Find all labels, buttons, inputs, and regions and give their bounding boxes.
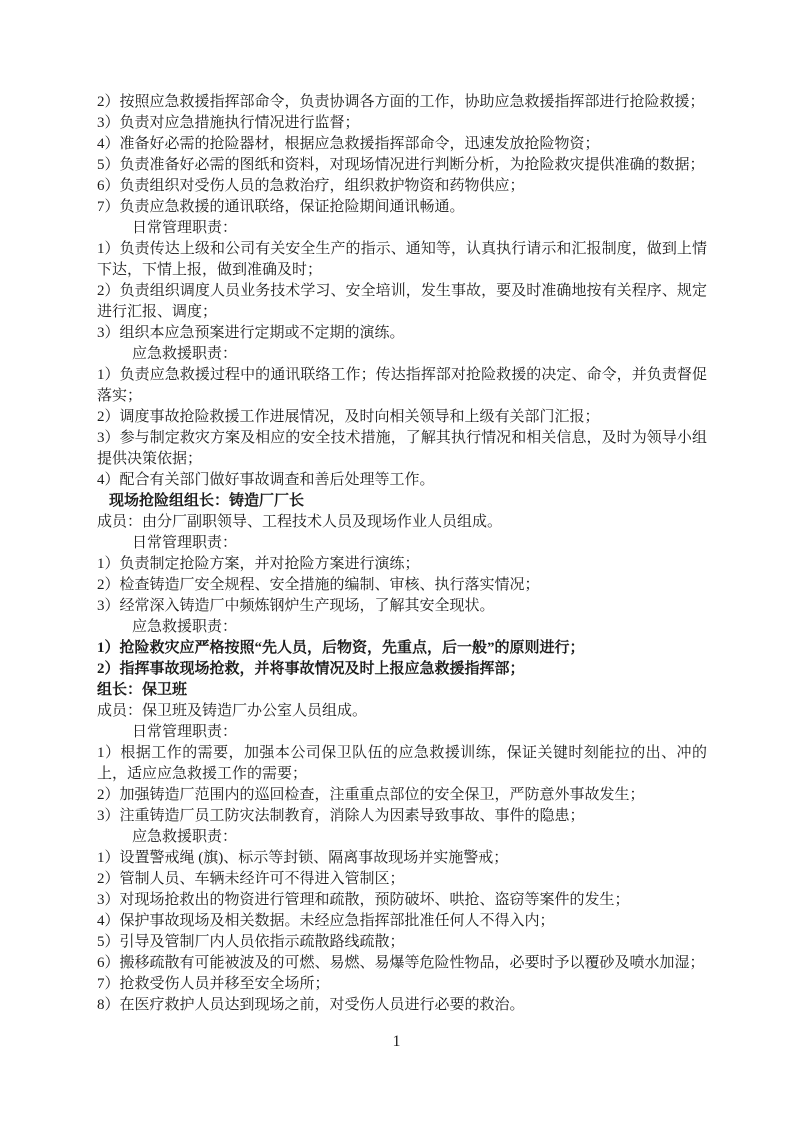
paragraph: 5）引导及管制厂内人员依指示疏散路线疏散； — [97, 934, 405, 950]
paragraph: 3）负责对应急措施执行情况进行监督； — [97, 115, 360, 131]
paragraph: 1）抢险救灾应严格按照“先人员，后物资，先重点，后一般”的原则进行； — [97, 640, 585, 656]
paragraph: 组长：保卫班 — [97, 682, 188, 698]
paragraph: 1）设置警戒绳 (旗)、标示等封锁、隔离事故现场并实施警戒； — [97, 850, 509, 866]
paragraph: 1）负责制定抢险方案，并对抢险方案进行演练； — [97, 556, 420, 572]
paragraph: 现场抢险组组长：铸造厂厂长 — [109, 493, 305, 509]
paragraph: 2）按照应急救援指挥部命令，负责协调各方面的工作，协助应急救援指挥部进行抢险救援； — [97, 94, 705, 110]
paragraph: 应急救援职责： — [132, 346, 238, 362]
paragraph: 2）负责组织调度人员业务技术学习、安全培训，发生事故，要及时准确地按有关程序、规定进行汇报、调度； — [97, 283, 707, 320]
paragraph: 日常管理职责： — [132, 724, 238, 740]
paragraph: 6）负责组织对受伤人员的急救治疗，组织救护物资和药物供应； — [97, 178, 525, 194]
paragraph: 3）注重铸造厂员工防灾法制教育，消除人为因素导致事故、事件的隐患； — [97, 808, 585, 824]
paragraph: 4）配合有关部门做好事故调查和善后处理等工作。 — [97, 472, 435, 488]
paragraph: 3）经常深入铸造厂中频炼钢炉生产现场，了解其安全现状。 — [97, 598, 495, 614]
page-number: 1 — [392, 1033, 401, 1050]
paragraph: 8）在医疗救护人员达到现场之前，对受伤人员进行必要的救治。 — [97, 997, 525, 1013]
paragraph: 应急救援职责： — [132, 619, 238, 635]
paragraph: 4）保护事故现场及相关数据。未经应急指挥部批准任何人不得入内； — [97, 913, 555, 929]
paragraph: 2）加强铸造厂范围内的巡回检查，注重重点部位的安全保卫，严防意外事故发生； — [97, 787, 645, 803]
paragraph: 日常管理职责： — [132, 535, 238, 551]
paragraph: 3）参与制定救灾方案及相应的安全技术措施，了解其执行情况和相关信息，及时为领导小组提供决策依据； — [97, 430, 707, 467]
paragraph: 3）对现场抢救出的物资进行管理和疏散，预防破坏、哄抢、盗窃等案件的发生； — [97, 892, 630, 908]
paragraph: 2）指挥事故现场抢救，并将事故情况及时上报应急救援指挥部； — [97, 661, 525, 677]
paragraph: 1）负责传达上级和公司有关安全生产的指示、通知等，认真执行请示和汇报制度，做到上情下达，下情上报，做到准确及时； — [97, 241, 707, 278]
paragraph: 1）负责应急救援过程中的通讯联络工作；传达指挥部对抢险救援的决定、命令，并负责督促落实； — [97, 367, 707, 404]
paragraph: 应急救援职责： — [132, 829, 238, 845]
paragraph: 2）管制人员、车辆未经许可不得进入管制区； — [97, 871, 405, 887]
paragraph: 2）检查铸造厂安全规程、安全措施的编制、审核、执行落实情况； — [97, 577, 540, 593]
paragraph: 6）搬移疏散有可能被波及的可燃、易燃、易爆等危险性物品，必要时予以覆砂及喷水加湿； — [97, 955, 705, 971]
paragraph: 7）抢救受伤人员并移至安全场所； — [97, 976, 330, 992]
paragraph: 2）调度事故抢险救援工作进展情况，及时向相关领导和上级有关部门汇报； — [97, 409, 600, 425]
paragraph: 成员：保卫班及铸造厂办公室人员组成。 — [97, 703, 368, 719]
paragraph: 4）准备好必需的抢险器材，根据应急救援指挥部命令，迅速发放抢险物资； — [97, 136, 600, 152]
paragraph: 1）根据工作的需要，加强本公司保卫队伍的应急救援训练，保证关键时刻能拉的出、冲的上，适应应急救援工作的需要； — [97, 745, 707, 782]
paragraph: 3）组织本应急预案进行定期或不定期的演练。 — [97, 325, 405, 341]
paragraph: 日常管理职责： — [132, 220, 238, 236]
paragraph: 7）负责应急救援的通讯联络，保证抢险期间通讯畅通。 — [97, 199, 465, 215]
paragraph: 5）负责准备好必需的图纸和资料，对现场情况进行判断分析，为抢险救灾提供准确的数据； — [97, 157, 705, 173]
document-body — [97, 92, 707, 1016]
paragraph: 成员：由分厂副职领导、工程技术人员及现场作业人员组成。 — [97, 514, 503, 530]
